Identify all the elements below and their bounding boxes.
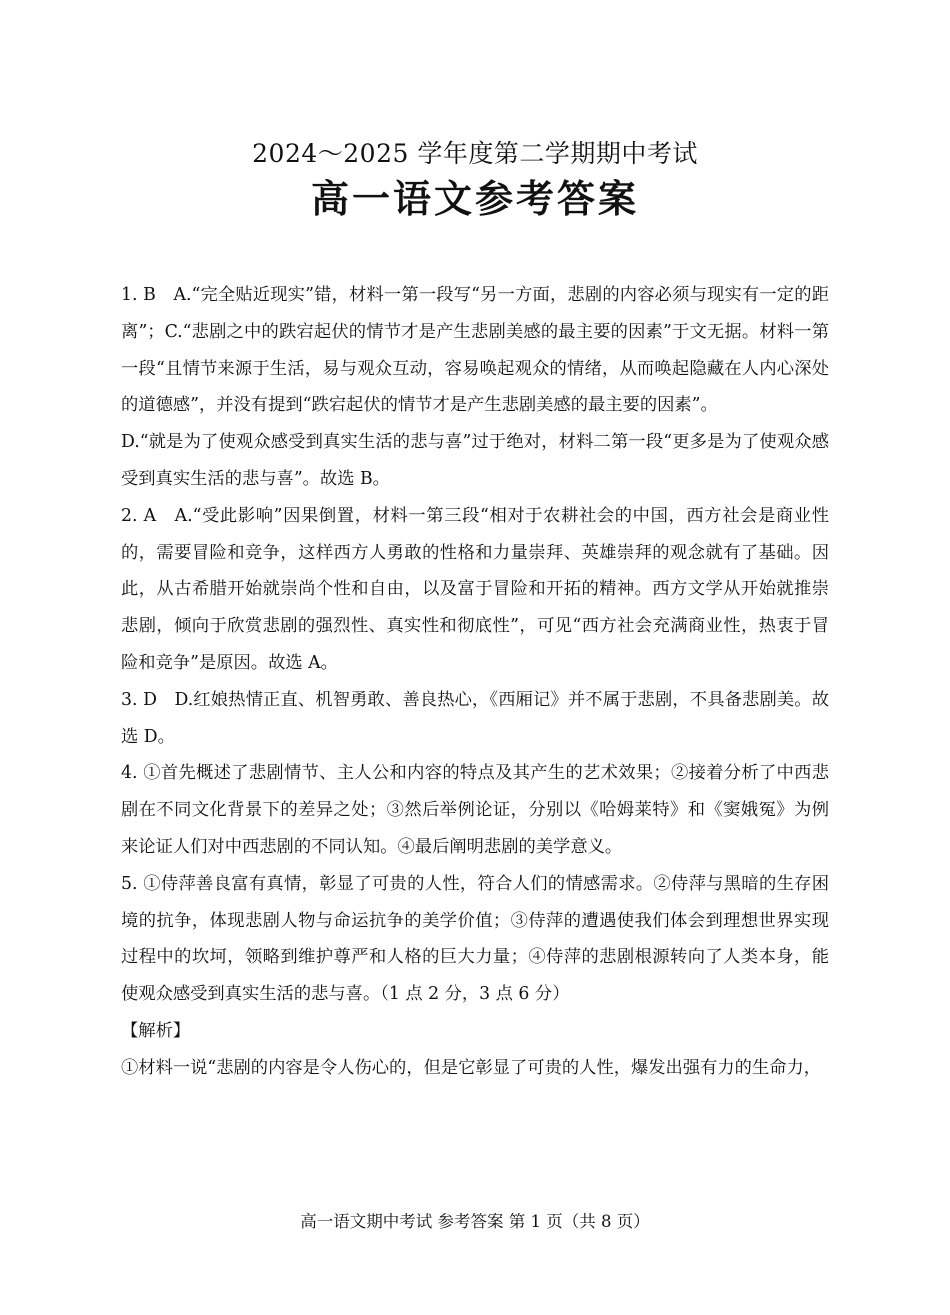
page-footer: 高一语文期中考试 参考答案 第 1 页（共 8 页） <box>300 1212 650 1231</box>
answer-body <box>121 277 829 1087</box>
answer-5: 5. ①侍萍善良富有真情，彰显了可贵的人性，符合人们的情感需求。②侍萍与黑暗的生存困境的抗争，体现悲剧人物与命运抗争的美学价值；③侍萍的遭遇使我们体会到理想世界实现过程中的坎坷，领略到维护尊严和人格的巨大力量；④侍萍的悲剧根源转向了人类本身，能使观众感受到真实生活的悲与喜。（1 点 2 分，3 点 6 分） <box>121 873 829 1005</box>
answer-1-continued: D.“就是为了使观众感受到真实生活的悲与喜”过于绝对，材料二第一段“更多是为了使观众感受到真实生活的悲与喜”。故选 B。 <box>121 432 829 489</box>
answer-3: 3. D D.红娘热情正直、机智勇敢、善良热心，《西厢记》并不属于悲剧，不具备悲剧美。故选 D。 <box>121 689 829 747</box>
answer-1: 1. B A.“完全贴近现实”错，材料一第一段写“另一方面，悲剧的内容必须与现实有一定的距离”；C.“悲剧之中的跌宕起伏的情节才是产生悲剧美感的最主要的因素”于文无据。材料一第一段“且情节来源于生活，易与观众互动，容易唤起观众的情绪，从而唤起隐藏在人内心深处的道德感”，并没有提到“跌宕起伏的情节才是产生悲剧美感的最主要的因素”。 <box>121 285 829 416</box>
answer-2: 2. A A.“受此影响”因果倒置，材料一第三段“相对于农耕社会的中国，西方社会是商业性的，需要冒险和竞争，这样西方人勇敢的性格和力量崇拜、英雄崇拜的观念就有了基础。因此，从古希腊开始就崇尚个性和自由，以及富于冒险和开拓的精神。西方文学从开始就推崇悲剧，倾向于欣赏悲剧的强烈性、真实性和彻底性”，可见“西方社会充满商业性，热衷于冒险和竞争”是原因。故选 A。 <box>121 505 829 673</box>
answer-4: 4. ①首先概述了悲剧情节、主人公和内容的特点及其产生的艺术效果；②接着分析了中西悲剧在不同文化背景下的差异之处；③然后举例论证，分别以《哈姆莱特》和《窦娥冤》为例来论证人们对中西悲剧的不同认知。④最后阐明悲剧的美学意义。 <box>121 763 829 857</box>
exam-subtitle: 2024～2025 学年度第二学期期中考试 <box>252 139 698 168</box>
page-title: 高一语文参考答案 <box>310 176 639 221</box>
analysis-heading: 【解析】 <box>121 1020 191 1041</box>
analysis-paragraph: ①材料一说“悲剧的内容是令人伤心的，但是它彰显了可贵的人性，爆发出强有力的生命力， <box>121 1057 822 1078</box>
